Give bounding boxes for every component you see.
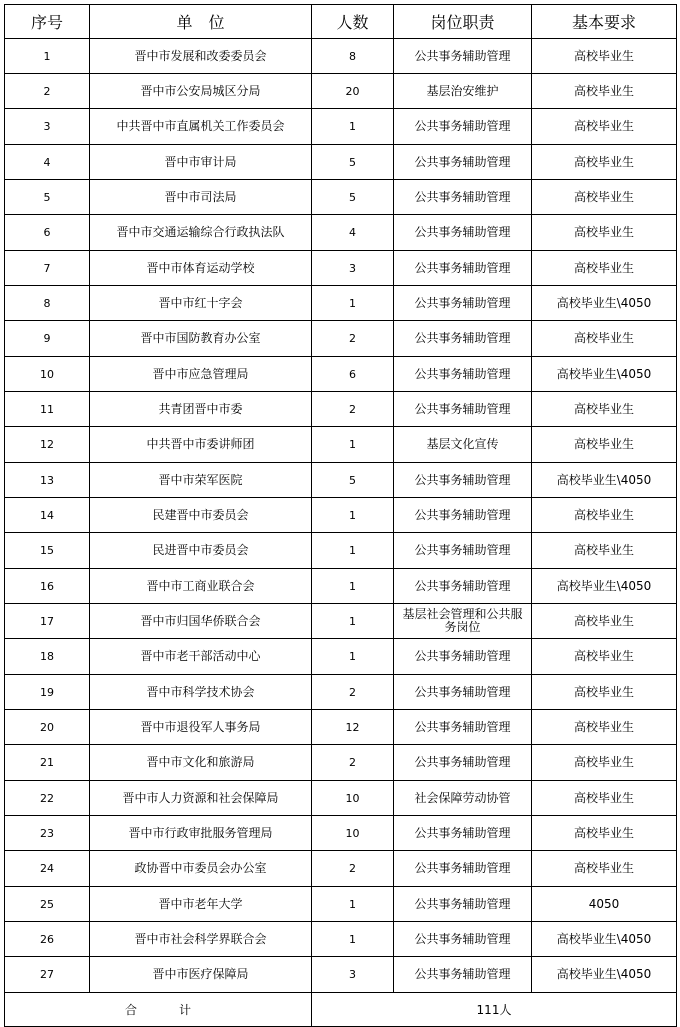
cell-unit: 民进晋中市委员会	[90, 533, 312, 569]
header-requirement: 基本要求	[532, 5, 677, 39]
cell-count: 5	[312, 463, 394, 498]
cell-duty: 公共事务辅助管理	[394, 109, 532, 145]
cell-unit: 晋中市退役军人事务局	[90, 710, 312, 745]
cell-requirement: 高校毕业生\4050	[532, 922, 677, 957]
total-row	[5, 993, 677, 1027]
total-label	[5, 993, 312, 1027]
cell-unit: 晋中市工商业联合会	[90, 569, 312, 604]
cell-duty: 公共事务辅助管理	[394, 675, 532, 710]
cell-duty: 公共事务辅助管理	[394, 569, 532, 604]
table-row	[5, 816, 677, 851]
cell-count: 10	[312, 816, 394, 851]
cell-count: 3	[312, 957, 394, 993]
cell-unit: 晋中市公安局城区分局	[90, 74, 312, 109]
cell-requirement: 高校毕业生	[532, 74, 677, 109]
table-body	[5, 39, 677, 993]
cell-seq: 6	[5, 215, 90, 251]
cell-count: 2	[312, 745, 394, 781]
cell-seq: 21	[5, 745, 90, 781]
cell-unit: 中共晋中市直属机关工作委员会	[90, 109, 312, 145]
cell-requirement: 高校毕业生	[532, 39, 677, 74]
cell-duty: 公共事务辅助管理	[394, 357, 532, 392]
cell-count: 6	[312, 357, 394, 392]
cell-seq: 15	[5, 533, 90, 569]
cell-requirement: 高校毕业生	[532, 816, 677, 851]
cell-duty: 公共事务辅助管理	[394, 887, 532, 922]
cell-unit: 晋中市国防教育办公室	[90, 321, 312, 357]
cell-count: 1	[312, 639, 394, 675]
cell-duty: 社会保障劳动协管	[394, 781, 532, 816]
table-row	[5, 392, 677, 427]
cell-seq: 18	[5, 639, 90, 675]
cell-requirement: 高校毕业生	[532, 745, 677, 781]
cell-unit: 晋中市发展和改委委员会	[90, 39, 312, 74]
table-row	[5, 922, 677, 957]
cell-count: 5	[312, 145, 394, 180]
table-row	[5, 957, 677, 993]
cell-seq: 1	[5, 39, 90, 74]
cell-unit: 晋中市人力资源和社会保障局	[90, 781, 312, 816]
cell-seq: 23	[5, 816, 90, 851]
cell-count: 12	[312, 710, 394, 745]
cell-requirement: 高校毕业生	[532, 851, 677, 887]
cell-duty: 基层治安维护	[394, 74, 532, 109]
cell-count: 3	[312, 251, 394, 286]
cell-seq: 4	[5, 145, 90, 180]
cell-requirement: 高校毕业生\4050	[532, 569, 677, 604]
cell-unit: 晋中市社会科学界联合会	[90, 922, 312, 957]
total-label-left: 合	[124, 1003, 137, 1017]
cell-requirement: 高校毕业生	[532, 392, 677, 427]
cell-seq: 5	[5, 180, 90, 215]
cell-duty: 公共事务辅助管理	[394, 922, 532, 957]
cell-duty: 公共事务辅助管理	[394, 286, 532, 321]
cell-duty: 公共事务辅助管理	[394, 392, 532, 427]
cell-count: 1	[312, 286, 394, 321]
header-row	[5, 5, 677, 39]
cell-seq: 10	[5, 357, 90, 392]
cell-count: 2	[312, 675, 394, 710]
table-row	[5, 357, 677, 392]
cell-requirement: 高校毕业生\4050	[532, 357, 677, 392]
cell-duty: 公共事务辅助管理	[394, 321, 532, 357]
cell-duty: 公共事务辅助管理	[394, 851, 532, 887]
cell-requirement: 高校毕业生	[532, 427, 677, 463]
cell-unit: 晋中市应急管理局	[90, 357, 312, 392]
cell-count: 1	[312, 109, 394, 145]
cell-seq: 17	[5, 604, 90, 639]
cell-duty: 公共事务辅助管理	[394, 639, 532, 675]
table-row	[5, 39, 677, 74]
cell-duty: 公共事务辅助管理	[394, 39, 532, 74]
cell-count: 1	[312, 569, 394, 604]
table-row	[5, 710, 677, 745]
cell-count: 10	[312, 781, 394, 816]
header-duty: 岗位职责	[394, 5, 532, 39]
table-row	[5, 639, 677, 675]
table-row	[5, 604, 677, 639]
table-row	[5, 533, 677, 569]
cell-count: 1	[312, 533, 394, 569]
cell-requirement: 4050	[532, 887, 677, 922]
cell-requirement: 高校毕业生	[532, 215, 677, 251]
cell-seq: 26	[5, 922, 90, 957]
cell-unit: 晋中市文化和旅游局	[90, 745, 312, 781]
table-row	[5, 215, 677, 251]
cell-requirement: 高校毕业生	[532, 109, 677, 145]
cell-seq: 22	[5, 781, 90, 816]
cell-duty: 公共事务辅助管理	[394, 145, 532, 180]
cell-seq: 14	[5, 498, 90, 533]
cell-seq: 20	[5, 710, 90, 745]
cell-requirement: 高校毕业生\4050	[532, 957, 677, 993]
cell-seq: 25	[5, 887, 90, 922]
cell-seq: 3	[5, 109, 90, 145]
cell-duty: 公共事务辅助管理	[394, 463, 532, 498]
cell-seq: 8	[5, 286, 90, 321]
table-row	[5, 321, 677, 357]
cell-requirement: 高校毕业生	[532, 180, 677, 215]
cell-requirement: 高校毕业生	[532, 639, 677, 675]
cell-unit: 晋中市司法局	[90, 180, 312, 215]
table-row	[5, 145, 677, 180]
table-row	[5, 427, 677, 463]
cell-duty: 公共事务辅助管理	[394, 816, 532, 851]
cell-count: 2	[312, 851, 394, 887]
table-row	[5, 180, 677, 215]
cell-unit: 晋中市老干部活动中心	[90, 639, 312, 675]
cell-count: 2	[312, 321, 394, 357]
cell-seq: 13	[5, 463, 90, 498]
cell-requirement: 高校毕业生	[532, 498, 677, 533]
table-row	[5, 498, 677, 533]
cell-count: 1	[312, 427, 394, 463]
cell-unit: 晋中市科学技术协会	[90, 675, 312, 710]
cell-unit: 中共晋中市委讲师团	[90, 427, 312, 463]
cell-duty: 公共事务辅助管理	[394, 533, 532, 569]
cell-seq: 9	[5, 321, 90, 357]
cell-unit: 晋中市行政审批服务管理局	[90, 816, 312, 851]
table-row	[5, 675, 677, 710]
cell-unit: 晋中市老年大学	[90, 887, 312, 922]
header-count: 人数	[312, 5, 394, 39]
cell-seq: 24	[5, 851, 90, 887]
cell-requirement: 高校毕业生\4050	[532, 286, 677, 321]
cell-unit: 政协晋中市委员会办公室	[90, 851, 312, 887]
cell-unit: 晋中市医疗保障局	[90, 957, 312, 993]
cell-seq: 12	[5, 427, 90, 463]
cell-count: 1	[312, 498, 394, 533]
cell-duty: 基层文化宣传	[394, 427, 532, 463]
cell-duty: 公共事务辅助管理	[394, 957, 532, 993]
table-row	[5, 109, 677, 145]
header-seq: 序号	[5, 5, 90, 39]
cell-seq: 19	[5, 675, 90, 710]
cell-unit: 晋中市荣军医院	[90, 463, 312, 498]
cell-unit: 晋中市交通运输综合行政执法队	[90, 215, 312, 251]
cell-requirement: 高校毕业生	[532, 604, 677, 639]
cell-requirement: 高校毕业生	[532, 321, 677, 357]
cell-seq: 2	[5, 74, 90, 109]
cell-duty: 基层社会管理和公共服务岗位	[394, 604, 532, 639]
table-row	[5, 74, 677, 109]
cell-duty: 公共事务辅助管理	[394, 745, 532, 781]
cell-count: 5	[312, 180, 394, 215]
cell-count: 2	[312, 392, 394, 427]
cell-unit: 共青团晋中市委	[90, 392, 312, 427]
cell-duty: 公共事务辅助管理	[394, 215, 532, 251]
recruitment-table	[4, 4, 677, 1027]
cell-unit: 晋中市归国华侨联合会	[90, 604, 312, 639]
cell-seq: 27	[5, 957, 90, 993]
table-row	[5, 887, 677, 922]
cell-requirement: 高校毕业生	[532, 710, 677, 745]
header-unit: 单 位	[90, 5, 312, 39]
table-row	[5, 463, 677, 498]
cell-requirement: 高校毕业生	[532, 145, 677, 180]
cell-unit: 民建晋中市委员会	[90, 498, 312, 533]
cell-count: 1	[312, 887, 394, 922]
cell-requirement: 高校毕业生	[532, 251, 677, 286]
cell-requirement: 高校毕业生\4050	[532, 463, 677, 498]
cell-duty: 公共事务辅助管理	[394, 710, 532, 745]
table-row	[5, 745, 677, 781]
cell-unit: 晋中市红十字会	[90, 286, 312, 321]
cell-count: 20	[312, 74, 394, 109]
cell-count: 4	[312, 215, 394, 251]
total-label-right: 计	[179, 1003, 192, 1017]
cell-requirement: 高校毕业生	[532, 781, 677, 816]
table-row	[5, 851, 677, 887]
cell-count: 8	[312, 39, 394, 74]
cell-seq: 7	[5, 251, 90, 286]
total-value: 111人	[312, 993, 677, 1027]
cell-duty: 公共事务辅助管理	[394, 251, 532, 286]
table-row	[5, 286, 677, 321]
table-row	[5, 781, 677, 816]
cell-requirement: 高校毕业生	[532, 675, 677, 710]
cell-count: 1	[312, 604, 394, 639]
table-row	[5, 569, 677, 604]
cell-count: 1	[312, 922, 394, 957]
cell-unit: 晋中市审计局	[90, 145, 312, 180]
cell-seq: 16	[5, 569, 90, 604]
cell-seq: 11	[5, 392, 90, 427]
cell-duty: 公共事务辅助管理	[394, 498, 532, 533]
cell-requirement: 高校毕业生	[532, 533, 677, 569]
cell-duty: 公共事务辅助管理	[394, 180, 532, 215]
table-row	[5, 251, 677, 286]
cell-unit: 晋中市体育运动学校	[90, 251, 312, 286]
